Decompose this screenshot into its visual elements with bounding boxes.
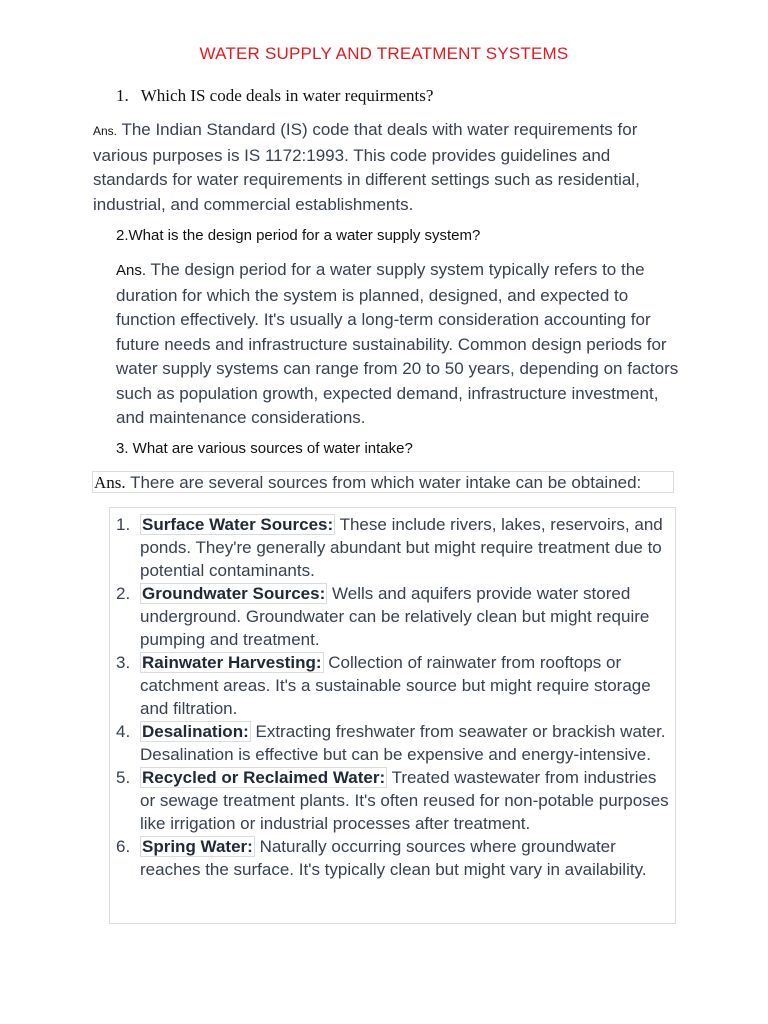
list-item [110,766,675,835]
list-item-number: 6. [116,837,131,856]
water-sources-list [110,508,675,881]
list-item-term: Spring Water: [142,837,253,856]
list-item-number: 4. [116,722,131,741]
list-item-description: Collection of rainwater from rooftops or catchment areas. It's a sustainable source but might require storage and filtration. [140,653,651,718]
question-3: 3. What are various sources of water intake? [116,440,413,457]
list-item-number: 1. [116,515,131,534]
answer-2-label: Ans. [116,262,147,279]
answer-1-text: The Indian Standard (IS) code that deals with water requirements for various purposes is IS 1172:1993. This code provides guidelines and standards for water requirements in different settings such as residential, industrial, and commercial establishments. [93,120,640,214]
water-sources-list-box [109,507,676,924]
list-item-description: Wells and aquifers provide water stored underground. Groundwater can be relatively clean but might require pumping and treatment. [140,584,650,649]
list-item-number: 2. [116,584,131,603]
list-item-description: Treated wastewater from industries or sewage treatment plants. It's often reused for non-potable purposes like irrigation or industrial processes after treatment. [140,768,669,833]
answer-3-label: Ans. [94,473,126,492]
list-item [110,720,675,766]
list-item-term: Desalination: [142,722,249,741]
list-item [110,582,675,651]
list-item-description: Extracting freshwater from seawater or brackish water. Desalination is effective but can be expensive and energy-intensive. [140,722,666,764]
answer-1-label: Ans. [93,124,118,138]
question-1 [116,86,433,106]
list-item-term: Surface Water Sources: [142,515,334,534]
answer-2-text: The design period for a water supply system typically refers to the duration for which the system is planned, designed, and expected to function effectively. It's usually a long-term consideration accounting for future needs and infrastructure sustainability. Common design periods for water supply systems can range from 20 to 50 years, depending on factors such as population growth, expected demand, infrastructure investment, and maintenance considerations. [116,260,679,427]
answer-1 [93,118,683,217]
list-item-term: Recycled or Reclaimed Water: [142,768,386,787]
list-item [110,835,675,881]
question-1-text: Which IS code deals in water requirments? [140,86,434,105]
list-item-description: These include rivers, lakes, reservoirs, and ponds. They're generally abundant but might require treatment due to potential contaminants. [140,515,663,580]
question-1-number: 1. [116,86,129,105]
list-item [110,651,675,720]
answer-2 [116,258,684,431]
question-2: 2.What is the design period for a water supply system? [116,227,481,244]
answer-3-text: There are several sources from which water intake can be obtained: [130,473,642,492]
document-title: WATER SUPPLY AND TREATMENT SYSTEMS [199,44,569,63]
list-item-number: 5. [116,768,131,787]
list-item-number: 3. [116,653,131,672]
list-item-description: Naturally occurring sources where groundwater reaches the surface. It's typically clean but might vary in availability. [140,837,647,879]
list-item-term: Rainwater Harvesting: [142,653,322,672]
answer-3 [92,471,674,493]
list-item-term: Groundwater Sources: [142,584,326,603]
list-item [110,513,675,582]
